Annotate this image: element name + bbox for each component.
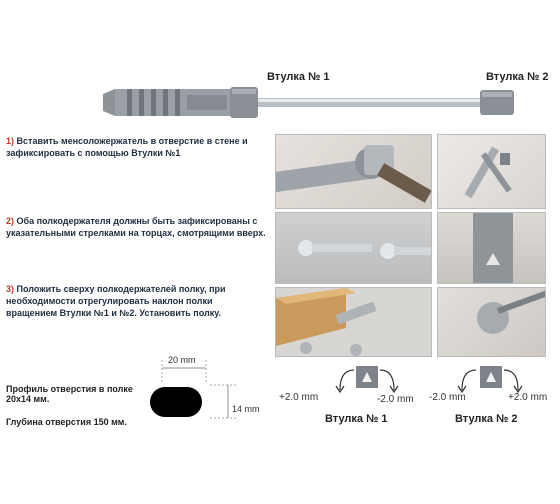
bushing2-label: Втулка № 2 (455, 413, 518, 425)
step-2-number: 2) (6, 216, 15, 226)
step-3-number: 3) (6, 284, 15, 294)
step-1-number: 1) (6, 136, 15, 146)
bushing1-header-label: Втулка № 1 (267, 71, 330, 83)
step-3-text: Положить сверху полкодержателей полку, при необходимости отрегулировать наклон полки вращением Втулки №1 и №2. Установить полку. (6, 284, 226, 318)
step-1 (6, 135, 268, 159)
bushing2-minus: -2.0 mm (429, 392, 466, 403)
photo-adjust-bushing (437, 287, 546, 357)
profile-line1: Профиль отверстия в полке (6, 384, 133, 394)
step-1-text: Вставить менсоложержатель в отверстие в стене и зафиксировать с помощью Втулки №1 (6, 136, 248, 158)
bushing2-plus: +2.0 mm (508, 392, 548, 403)
profile-width-dimension: 20 mm (168, 355, 196, 365)
step-3 (6, 283, 256, 319)
profile-height-dimension: 14 mm (232, 404, 260, 414)
step-2-text: Оба полкодержателя должны быть зафиксированы с указательными стрелками на торцах, смотрящими вверх. (6, 216, 266, 238)
bushing1-label: Втулка № 1 (325, 413, 388, 425)
hole-profile-diagram (140, 358, 250, 428)
photo-bushing-closeup (437, 212, 546, 284)
profile-depth: Глубина отверстия 150 мм. (6, 417, 127, 427)
photo-arrows-up (275, 212, 432, 284)
bushing2-header-label: Втулка № 2 (486, 71, 549, 83)
photo-wrench-install (275, 134, 432, 209)
shelf-support-illustration (95, 80, 525, 125)
bushing1-plus: +2.0 mm (279, 392, 319, 403)
bushing1-minus: -2.0 mm (377, 394, 414, 405)
photo-shelf-installed (275, 287, 432, 357)
profile-line2: 20x14 мм. (6, 394, 50, 404)
step-2 (6, 215, 268, 239)
photo-tool-kit (437, 134, 546, 209)
profile-title (6, 384, 146, 404)
